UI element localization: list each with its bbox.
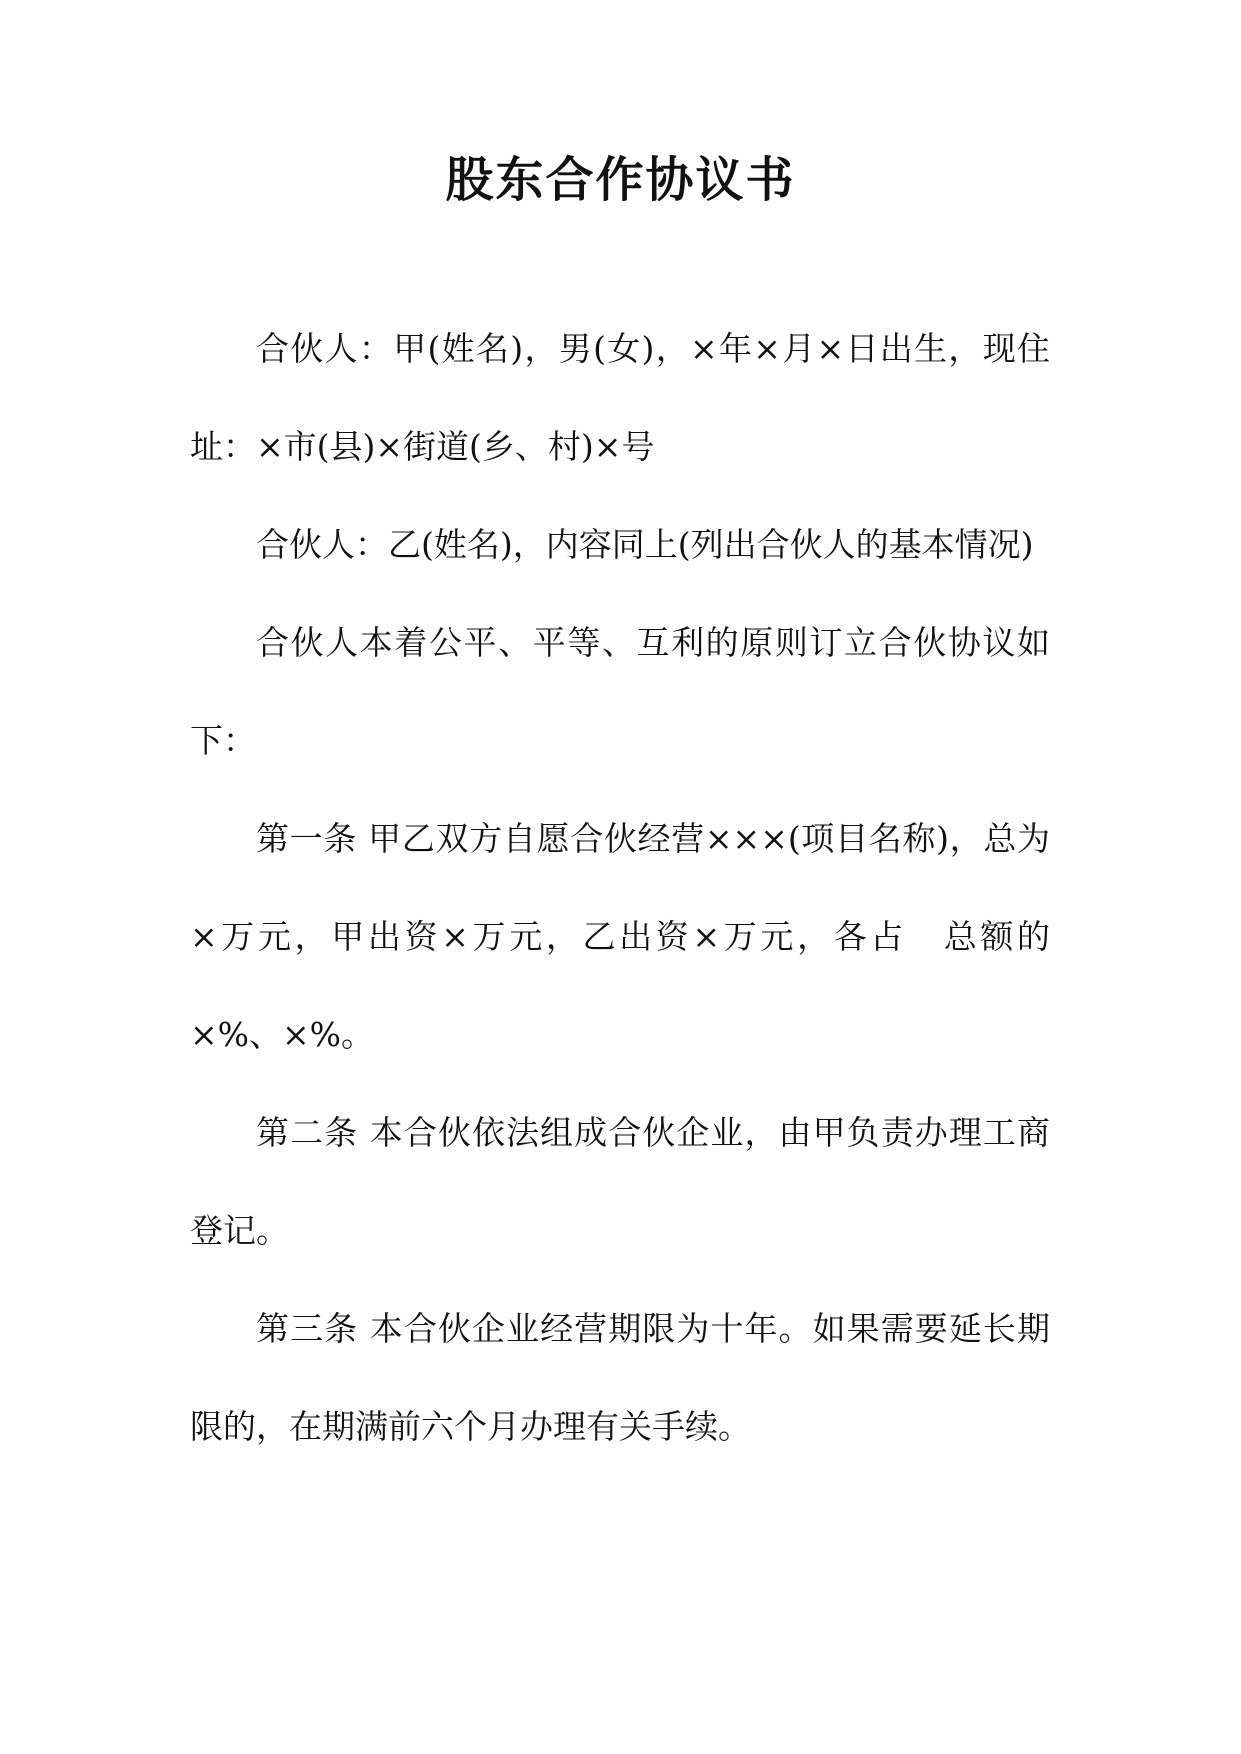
document-body	[190, 300, 1050, 1476]
paragraph-article-1: 第一条 甲乙双方自愿合伙经营×××(项目名称)，总为×万元，甲出资×万元，乙出资×万元，各占 总额的×%、×%。	[190, 819, 1050, 1054]
paragraph-article-3: 第三条 本合伙企业经营期限为十年。如果需要延长期限的，在期满前六个月办理有关手续。	[190, 1309, 1050, 1446]
paragraph-preamble: 合伙人本着公平、平等、互利的原则订立合伙协议如下：	[190, 623, 1050, 760]
paragraph-partner-b: 合伙人：乙(姓名)，内容同上(列出合伙人的基本情况)	[256, 525, 1034, 564]
document-title: 股东合作协议书	[445, 152, 796, 208]
paragraph-article-2: 第二条 本合伙依法组成合伙企业，由甲负责办理工商登记。	[190, 1113, 1050, 1250]
paragraph-partner-a: 合伙人：甲(姓名)，男(女)，×年×月×日出生，现住址：×市(县)×街道(乡、村)×号	[190, 329, 1050, 466]
